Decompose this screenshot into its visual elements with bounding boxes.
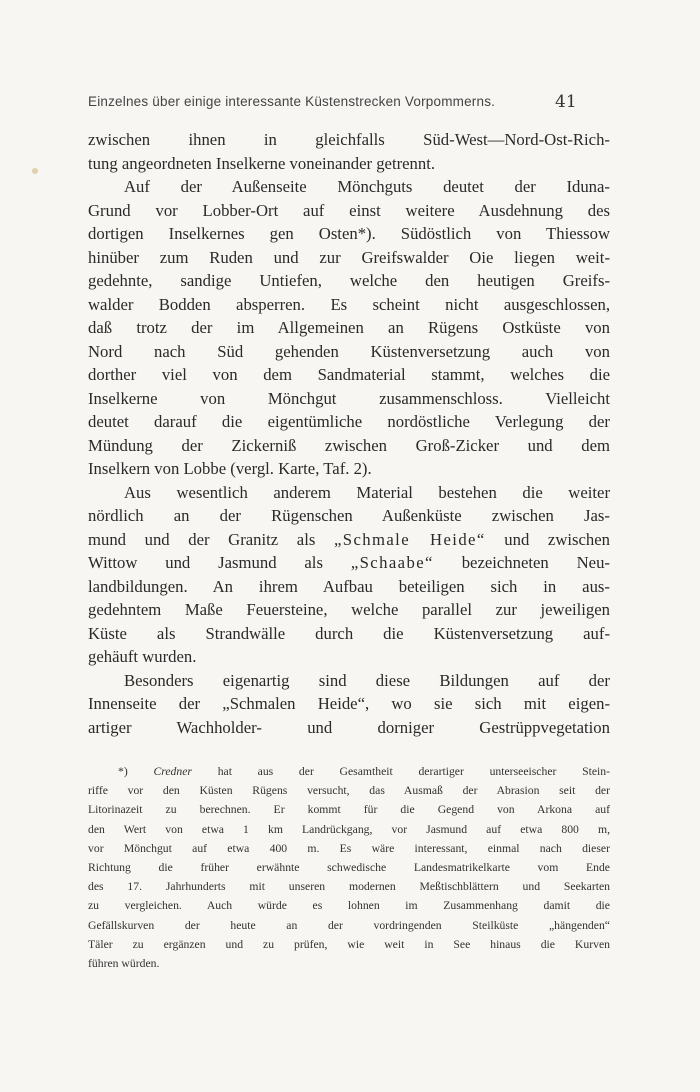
text-line: deutet darauf die eigentümliche nordöstliche Verlegung der <box>88 412 610 431</box>
footnote-line: Täler zu ergänzen und zu prüfen, wie weit in See hinaus die Kurven <box>88 937 610 951</box>
footnote-line: Litorinazeit zu berechnen. Er kommt für die Gegend von Arkona auf <box>88 803 610 817</box>
footnote-line: Richtung die früher erwähnte schwedische Landesmatrikelkarte vom Ende <box>88 861 610 875</box>
page-number: 41 <box>555 92 577 112</box>
running-header: Einzelnes über einige interessante Küstenstrecken Vorpommerns. <box>88 94 496 109</box>
footnote-line: Gefällskurven der heute an der vordringenden Steilküste „hängenden“ <box>88 918 610 932</box>
text-line: Inselkern von Lobbe (vergl. Karte, Taf. 2). <box>88 459 372 478</box>
footnote-text: hat aus der Gesamtheit derartiger unterseeischer Stein- <box>217 765 610 778</box>
text-line: daß trotz der im Allgemeinen an Rügens Ostküste von <box>88 318 610 337</box>
text-fragment: und zwischen <box>504 529 610 549</box>
text-line: Mündung der Zickerniß zwischen Groß-Zicker und dem <box>88 435 610 455</box>
text-line: gehäuft wurden. <box>88 647 197 666</box>
text-line: landbildungen. An ihrem Aufbau beteiligen sich in aus- <box>88 576 610 596</box>
footnote-line: riffe vor den Küsten Rügens versucht, das Ausmaß der Abrasion seit der <box>88 784 610 798</box>
text-line: walder Bodden absperren. Es scheint nicht ausgeschlossen, <box>88 294 610 314</box>
term-schmale-heide: „Schmale Heide“ <box>333 529 486 549</box>
text-line: Nord nach Süd gehenden Küstenversetzung auch von <box>88 341 610 361</box>
text-fragment: mund und der Granitz als <box>88 529 316 549</box>
footnote-marker: *) <box>118 765 128 778</box>
text-line: Aus wesentlich anderem Material bestehen die weiter <box>124 482 610 502</box>
paper-stain <box>32 168 38 174</box>
footnote-line: des 17. Jahrhunderts mit unseren modernen Meßtischblättern und Seekarten <box>88 880 610 894</box>
footnote-line: vor Mönchgut auf etwa 400 m. Es wäre interessant, einmal nach dieser <box>88 841 610 855</box>
footnote-line: führen würden. <box>88 957 160 971</box>
footnote-author: Credner <box>153 765 192 778</box>
footnote-line: den Wert von etwa 1 km Landrückgang, vor Jasmund auf etwa 800 m, <box>88 822 610 836</box>
footnote-line <box>88 762 610 781</box>
text-line: dorther viel von dem Sandmaterial stammt, welches die <box>88 365 610 384</box>
text-line: Inselkerne von Mönchgut zusammenschloss. Vielleicht <box>88 388 610 408</box>
text-line: nördlich an der Rügenschen Außenküste zwischen Jas- <box>88 506 610 525</box>
text-line: Küste als Strandwälle durch die Küstenversetzung auf- <box>88 623 610 643</box>
text-line: Besonders eigenartig sind diese Bildungen auf der <box>124 670 610 690</box>
text-line: Auf der Außenseite Mönchguts deutet der Iduna- <box>124 177 610 196</box>
text-line <box>88 528 610 552</box>
text-line: dortigen Inselkernes gen Osten*). Südöstlich von Thiessow <box>88 224 610 243</box>
main-text <box>88 128 610 739</box>
text-line: zwischen ihnen in gleichfalls Süd-West—Nord-Ost-Rich- <box>88 130 610 149</box>
footnote <box>88 762 610 973</box>
text-line: artiger Wachholder- und dorniger Gestrüppvegetation <box>88 717 610 737</box>
text-fragment: bezeichneten Neu- <box>461 553 610 572</box>
text-line: Innenseite der „Schmalen Heide“, wo sie sich mit eigen- <box>88 694 610 713</box>
text-line: hinüber zum Ruden und zur Greifswalder Oie liegen weit- <box>88 247 610 267</box>
text-line: gedehnte, sandige Untiefen, welche den heutigen Greifs- <box>88 271 610 290</box>
text-line: Grund vor Lobber-Ort auf einst weitere Ausdehnung des <box>88 200 610 220</box>
text-line: tung angeordneten Inselkerne voneinander getrennt. <box>88 153 436 173</box>
text-fragment: Wittow und Jasmund als <box>88 553 323 572</box>
term-schaabe: „Schaabe“ <box>350 553 434 572</box>
text-line: gedehntem Maße Feuersteine, welche parallel zur jeweiligen <box>88 600 610 619</box>
text-line <box>88 551 610 575</box>
footnote-line: zu vergleichen. Auch würde es lohnen im Zusammenhang damit die <box>88 899 610 913</box>
